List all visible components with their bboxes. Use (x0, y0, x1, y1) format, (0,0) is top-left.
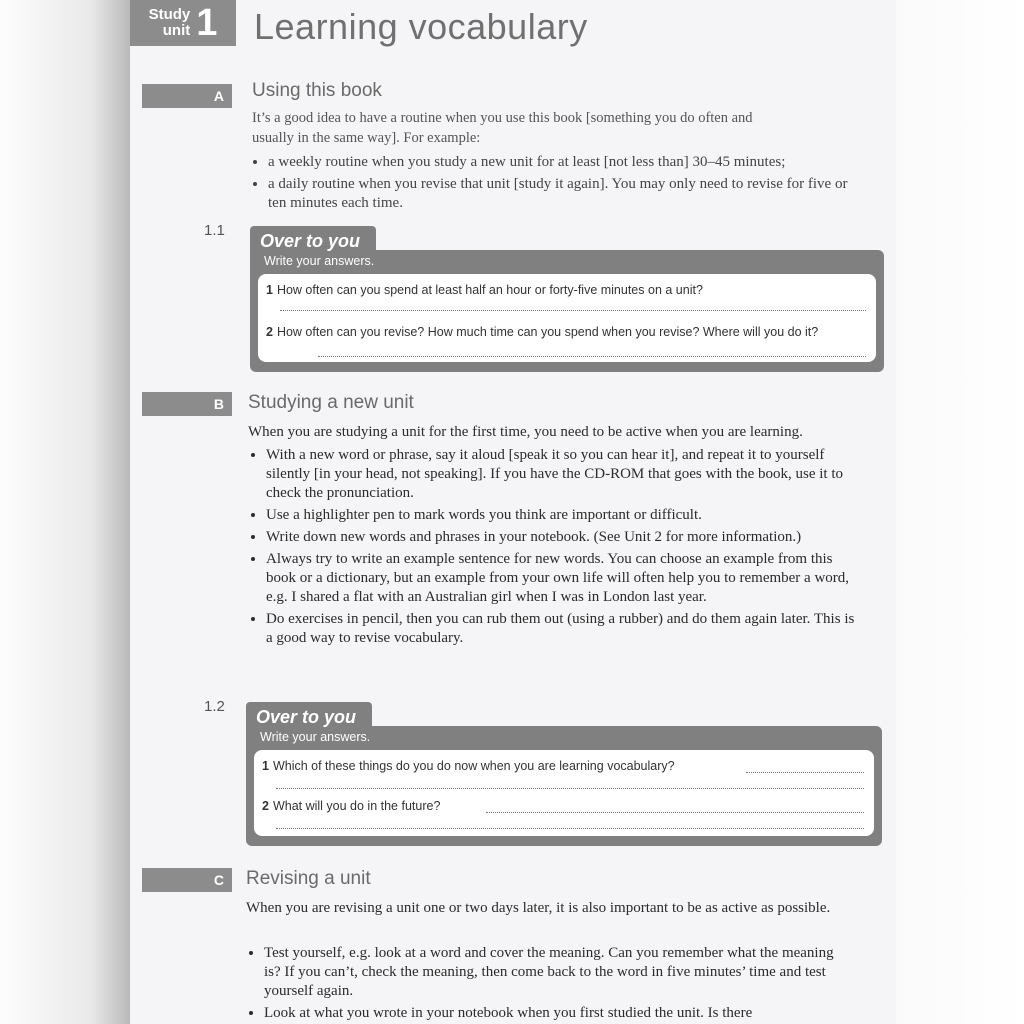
task-instruction: Write your answers. (264, 254, 375, 268)
page-title: Learning vocabulary (254, 6, 588, 47)
section-a-tab: A (142, 84, 232, 108)
section-a-intro-2: usually in the same way]. For example: (252, 130, 481, 146)
section-a-bullets (250, 153, 858, 216)
book-page (130, 0, 896, 1024)
section-b-bullet: • With a new word or phrase, say it aloud [speak it so you can hear it], and repeat it to yourself silently [in your head, not speaking]. If you have the CD-ROM that goes with the book, use it to check the pronunciation. (266, 446, 856, 503)
question-1: How often can you spend at least half an hour or forty-five minutes on a unit? (276, 283, 703, 297)
book-left-margin (0, 0, 130, 1024)
task-instruction: Write your answers. (260, 730, 371, 744)
answer-line[interactable] (276, 788, 864, 789)
section-b-bullet: • Write down new words and phrases in your notebook. (See Unit 2 for more information.) (266, 528, 856, 547)
over-to-you-box-1 (250, 226, 884, 372)
question-2: What will you do in the future? (272, 799, 441, 813)
task-1-1-number: 1.1 (204, 222, 225, 239)
section-b-heading: Studying a new unit (248, 392, 414, 413)
answer-line[interactable] (276, 828, 864, 829)
book-right-margin (896, 0, 1024, 1024)
section-c-tab: C (142, 868, 232, 892)
unit-label-line2: unit (162, 22, 191, 39)
section-b-bullets (248, 446, 856, 651)
section-c-heading: Revising a unit (246, 868, 371, 889)
task-1-2-number: 1.2 (204, 698, 225, 715)
section-b-bullet: • Do exercises in pencil, then you can rub them out (using a rubber) and do them again later. This is a good way to revise vocabulary. (266, 610, 856, 648)
over-to-you-box-2 (246, 702, 882, 846)
unit-number: 1 (196, 1, 218, 44)
section-a-bullet: • a weekly routine when you study a new unit for at least [not less than] 30–45 minutes; (268, 153, 858, 172)
answer-line[interactable] (318, 356, 866, 357)
section-a-heading: Using this book (252, 80, 382, 101)
answer-area: 1 How often can you spend at least half an hour or forty-five minutes on a unit? 2 How often can you revise? How much time can you spend when you revise? Where will you do it? (258, 274, 876, 362)
section-c-bullet: • Look at what you wrote in your notebook when you first studied the unit. Is there (264, 1004, 854, 1023)
section-b-intro: When you are studying a unit for the first time, you need to be active when you are learning. (248, 424, 803, 440)
question-2: How often can you revise? How much time can you spend when you revise? Where will you do it? (276, 325, 819, 339)
unit-tab (130, 0, 236, 46)
section-b-tab: B (142, 392, 232, 416)
question-1: Which of these things do you do now when you are learning vocabulary? (272, 759, 675, 773)
section-c-bullet: • Test yourself, e.g. look at a word and cover the meaning. Can you remember what the meaning is? If you can’t, check the meaning, then come back to the word in five minutes’ time and test yourself again. (264, 944, 854, 1001)
section-b-bullet: • Always try to write an example sentence for new words. You can choose an example from this book or a dictionary, but an example from your own life will often help you to remember a word, e.g. I shared a flat with an Australian girl when I was in London last year. (266, 550, 856, 607)
answer-area: 1 Which of these things do you do now when you are learning vocabulary? 2 What will you do in the future? (254, 750, 874, 836)
answer-line[interactable] (486, 812, 864, 813)
section-b-bullet: • Use a highlighter pen to mark words you think are important or difficult. (266, 506, 856, 525)
answer-line[interactable] (280, 310, 866, 311)
section-a-bullet: • a daily routine when you revise that unit [study it again]. You may only need to revise for five or ten minutes each time. (268, 175, 858, 213)
section-c-intro: When you are revising a unit one or two days later, it is also important to be as active as possible. (246, 900, 831, 916)
section-a-intro-1: It’s a good idea to have a routine when you use this book [something you do often and (252, 110, 753, 126)
over-to-you-tab: Over to you (246, 702, 372, 732)
answer-line[interactable] (746, 772, 864, 773)
section-c-bullets (246, 944, 854, 1024)
unit-label-line1: Study (148, 6, 191, 23)
over-to-you-tab: Over to you (250, 226, 376, 256)
